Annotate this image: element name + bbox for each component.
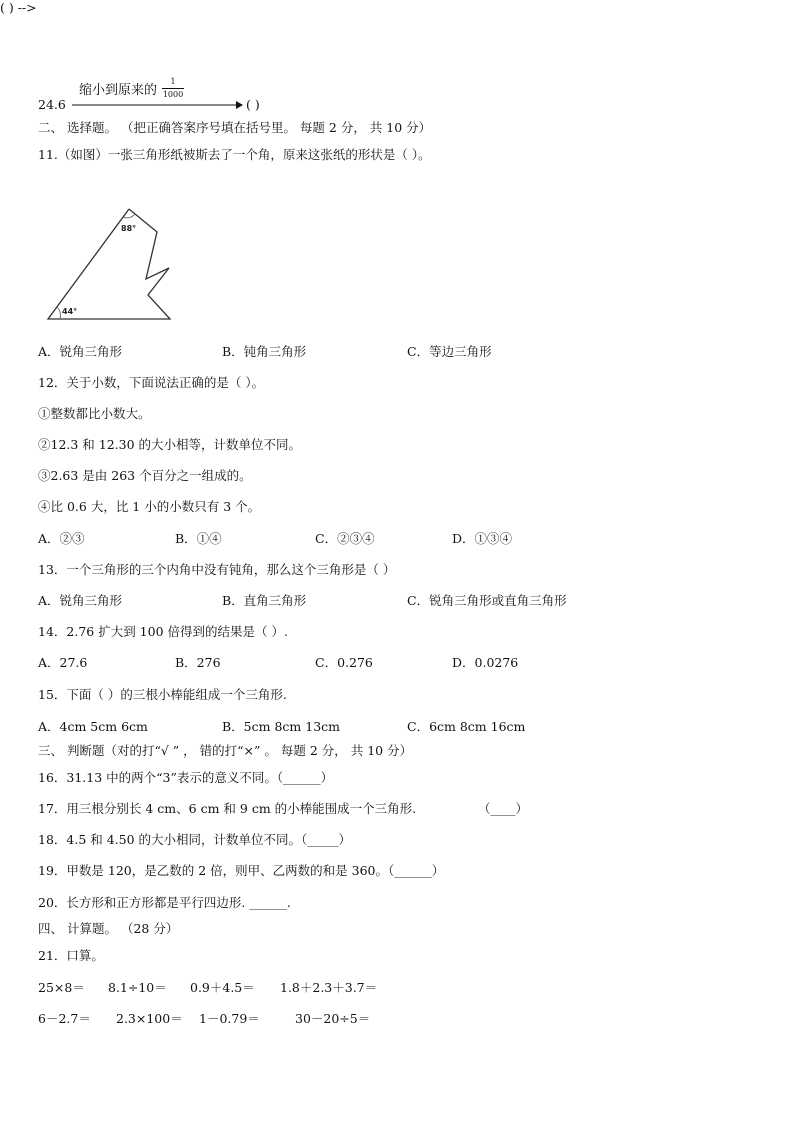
fraction-numerator: 1 xyxy=(170,77,176,86)
torn-triangle-figure xyxy=(40,200,180,330)
question-11: 11.（如图）一张三角形纸被斯去了一个角，原来这张纸的形状是（ ）。 xyxy=(38,147,431,162)
q13-option-b[interactable]: B．直角三角形 xyxy=(222,593,307,608)
calc-item: 6－2.7＝ xyxy=(38,1011,91,1026)
q14-option-c[interactable]: C．0.276 xyxy=(315,655,373,670)
arrow-label: 缩小到原来的 xyxy=(79,83,158,98)
fraction-bar xyxy=(162,88,184,89)
q12-option-a[interactable]: A．②③ xyxy=(38,531,85,546)
q12-statement-3: ③2.63 是由 263 个百分之一组成的。 xyxy=(38,468,252,483)
calc-item: 0.9＋4.5＝ xyxy=(190,980,255,995)
question-21: 21．口算。 xyxy=(38,948,104,963)
calc-item: 8.1÷10＝ xyxy=(108,980,167,995)
q12-option-b[interactable]: B．①④ xyxy=(175,531,222,546)
calc-item: 25×8＝ xyxy=(38,980,85,995)
angle-label-bottom: 44° xyxy=(62,307,78,316)
section-3-title: 三、 判断题（对的打“√ ” ， 错的打“×” 。 每题 2 分， 共 10 分） xyxy=(38,743,413,758)
angle-label-top: 88° xyxy=(121,224,137,233)
q12-statement-2: ②12.3 和 12.30 的大小相等，计数单位不同。 xyxy=(38,437,302,452)
calc-item: 1.8＋2.3＋3.7＝ xyxy=(280,980,378,995)
q14-option-a[interactable]: A．27.6 xyxy=(38,655,88,670)
question-20: 20．长方形和正方形都是平行四边形. ______. xyxy=(38,895,291,910)
q11-option-c[interactable]: C．等边三角形 xyxy=(407,344,492,359)
q17-answer-blank[interactable]: （____） xyxy=(478,801,529,816)
question-15: 15．下面（ ）的三根小棒能组成一个三角形. xyxy=(38,687,287,702)
question-14: 14．2.76 扩大到 100 倍得到的结果是（ ）. xyxy=(38,624,288,639)
calc-item: 1－0.79＝ xyxy=(199,1011,260,1026)
calc-item: 2.3×100＝ xyxy=(116,1011,183,1026)
fraction-denominator: 1000 xyxy=(162,90,184,99)
q13-option-c[interactable]: C．锐角三角形或直角三角形 xyxy=(407,593,567,608)
answer-blank[interactable]: ( ) xyxy=(246,97,260,112)
question-13: 13．一个三角形的三个内角中没有钝角，那么这个三角形是（ ） xyxy=(38,562,396,577)
q14-option-b[interactable]: B．276 xyxy=(175,655,221,670)
question-12: 12．关于小数，下面说法正确的是（ ）。 xyxy=(38,375,265,390)
calc-item: 30－20÷5＝ xyxy=(295,1011,371,1026)
q14-option-d[interactable]: D．0.0276 xyxy=(452,655,519,670)
q15-option-a[interactable]: A．4cm 5cm 6cm xyxy=(38,719,148,734)
q12-option-d[interactable]: D．①③④ xyxy=(452,531,513,546)
q12-statement-1: ①整数都比小数大。 xyxy=(38,406,151,421)
question-16: 16．31.13 中的两个“3”表示的意义不同。（______） xyxy=(38,770,334,785)
question-18: 18．4.5 和 4.50 的大小相同，计数单位不同。（_____） xyxy=(38,832,352,847)
q11-option-a[interactable]: A．锐角三角形 xyxy=(38,344,123,359)
section-2-title: 二、 选择题。 （把正确答案序号填在括号里。 每题 2 分， 共 10 分） xyxy=(38,120,432,135)
question-19: 19．甲数是 120，是乙数的 2 倍，则甲、乙两数的和是 360。（______） xyxy=(38,863,445,878)
q13-option-a[interactable]: A．锐角三角形 xyxy=(38,593,123,608)
q12-option-c[interactable]: C．②③④ xyxy=(315,531,375,546)
q11-option-b[interactable]: B．钝角三角形 xyxy=(222,344,307,359)
start-value: 24.6 xyxy=(38,97,66,112)
arrow-icon xyxy=(72,100,244,110)
q15-option-b[interactable]: B．5cm 8cm 13cm xyxy=(222,719,341,734)
q12-statement-4: ④比 0.6 大，比 1 小的小数只有 3 个。 xyxy=(38,499,261,514)
question-17: 17．用三根分别长 4 cm、6 cm 和 9 cm 的小棒能围成一个三角形. xyxy=(38,801,417,816)
q15-option-c[interactable]: C．6cm 8cm 16cm xyxy=(407,719,526,734)
section-4-title: 四、 计算题。 （28 分） xyxy=(38,921,179,936)
